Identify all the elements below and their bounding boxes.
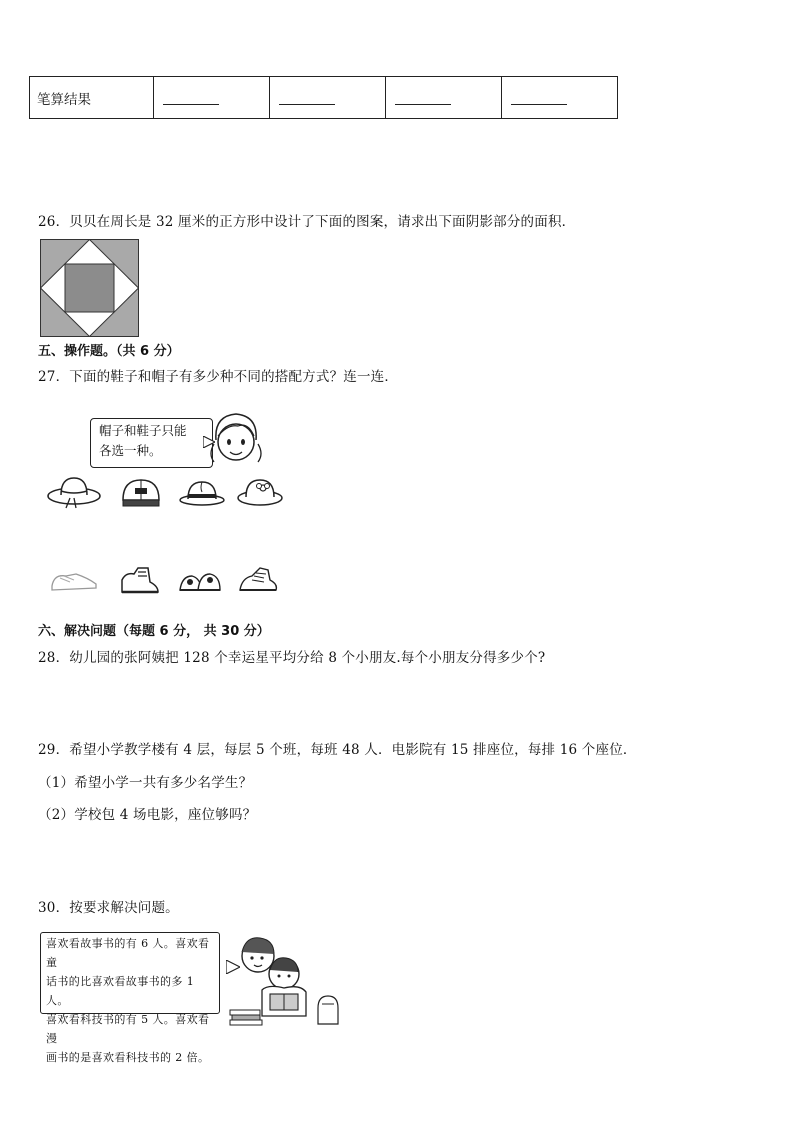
- speech-line-3: 喜欢看科技书的有 5 人。喜欢看漫: [46, 1013, 210, 1045]
- speech-line-4: 画书的是喜欢看科技书的 2 倍。: [46, 1051, 210, 1064]
- speech-bubble: [40, 932, 220, 1064]
- speech-line-1: 喜欢看故事书的有 6 人。喜欢看童: [46, 937, 210, 969]
- answer-cell-4[interactable]: [502, 77, 618, 119]
- answer-cell-3[interactable]: [386, 77, 502, 119]
- speech-line-1: 帽子和鞋子只能: [99, 423, 187, 438]
- girl-character-icon: [208, 410, 264, 468]
- speech-line-2: 各选一种。: [99, 443, 162, 458]
- answer-blank: [395, 104, 451, 105]
- answer-cell-1[interactable]: [154, 77, 270, 119]
- ribbon-hat-icon: [46, 474, 102, 510]
- fedora-icon: [178, 478, 226, 508]
- high-top-sneaker-icon: [236, 564, 280, 596]
- flower-hat-icon: [236, 474, 284, 508]
- question-29-text: 29．希望小学教学楼有 4 层，每层 5 个班，每班 48 人．电影院有 15 排座位，每排 16 个座位．: [38, 742, 637, 758]
- nested-square-diamond-figure-icon: [40, 239, 139, 337]
- calculation-result-table: [29, 76, 618, 119]
- sandal-icon: [176, 566, 224, 596]
- table-row: [30, 77, 618, 119]
- answer-blank: [511, 104, 567, 105]
- children-reading-icon: [228, 932, 348, 1032]
- question-26-text: 26．贝贝在周长是 32 厘米的正方形中设计了下面的图案，请求出下面阴影部分的面积．: [38, 214, 576, 230]
- cap-icon: [119, 476, 163, 510]
- section-5-title: 五、操作题。（共 6 分）: [38, 344, 180, 359]
- speech-bubble: [90, 418, 213, 468]
- question-27-text: 27．下面的鞋子和帽子有多少种不同的搭配方式？连一连．: [38, 369, 399, 385]
- answer-cell-2[interactable]: [270, 77, 386, 119]
- table-row-label: 笔算结果: [30, 77, 154, 119]
- question-29-sub-1: （1）希望小学一共有多少名学生？: [38, 775, 253, 791]
- question-30-text: 30．按要求解决问题。: [38, 900, 179, 916]
- question-29-sub-2: （2）学校包 4 场电影，座位够吗？: [38, 807, 257, 823]
- section-6-title: 六、解决问题（每题 6 分， 共 30 分）: [38, 624, 270, 639]
- speech-line-2: 话书的比喜欢看故事书的多 1 人。: [46, 975, 195, 1007]
- boot-icon: [118, 564, 162, 596]
- question-28-text: 28．幼儿园的张阿姨把 128 个幸运星平均分给 8 个小朋友.每个小朋友分得多少个?: [38, 650, 546, 666]
- answer-blank: [163, 104, 219, 105]
- sneaker-icon: [48, 568, 100, 594]
- answer-blank: [279, 104, 335, 105]
